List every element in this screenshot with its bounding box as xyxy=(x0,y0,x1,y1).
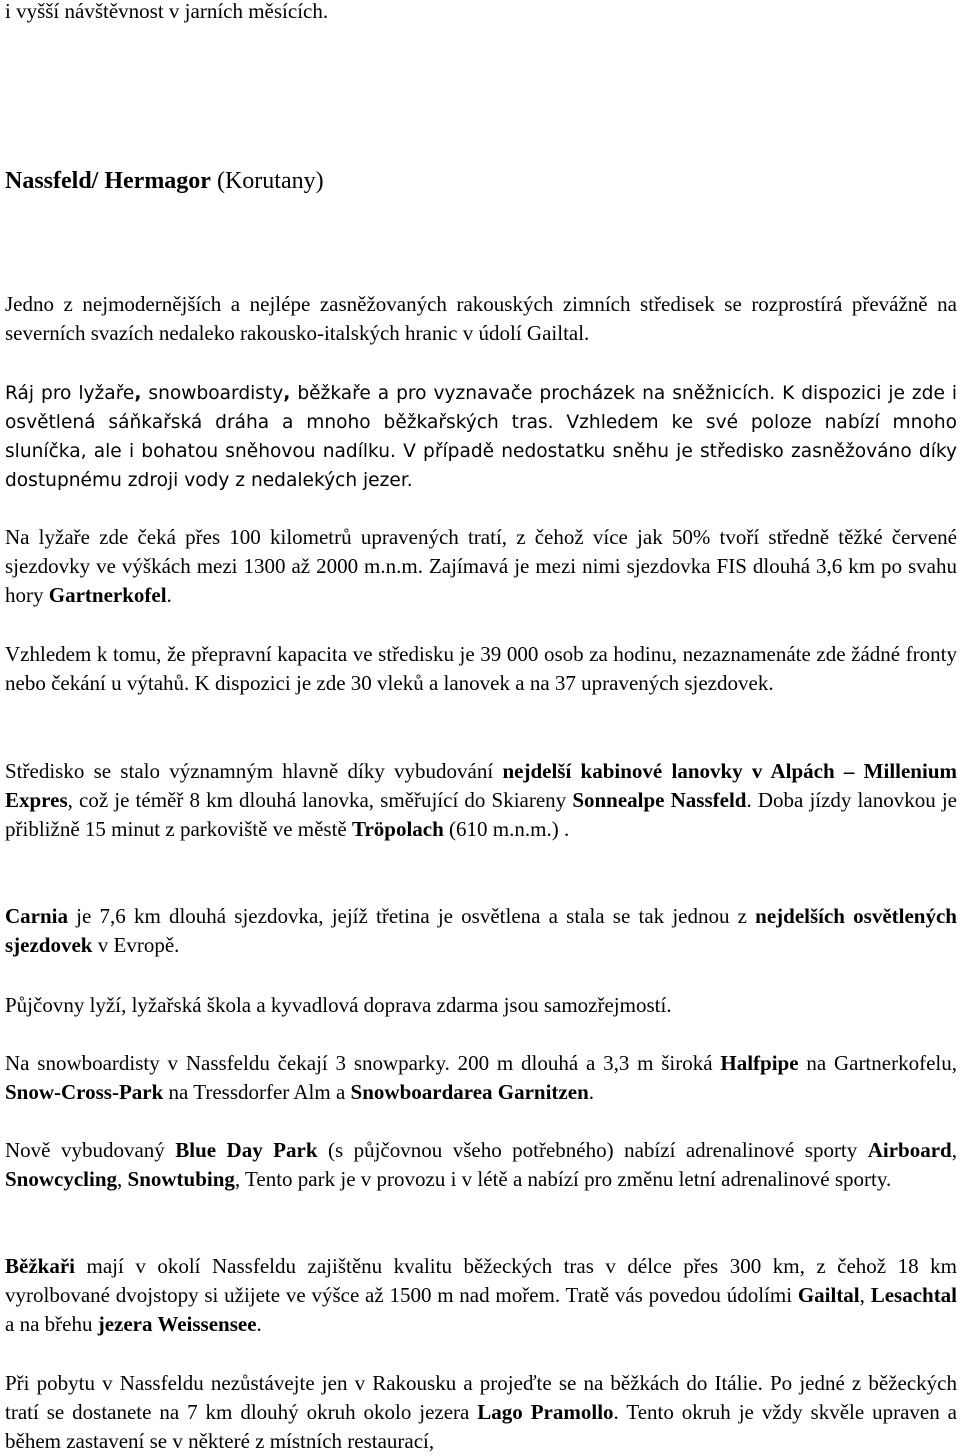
text-span: a na břehu xyxy=(5,1312,98,1336)
valley-name: Lesachtal xyxy=(870,1283,958,1307)
valley-name: Gailtal xyxy=(797,1283,860,1307)
sport-name: Snowtubing xyxy=(127,1167,235,1191)
park-name: Snow-Cross-Park xyxy=(5,1080,164,1104)
text-span: , xyxy=(951,1138,957,1162)
text-span: Ráj pro lyžaře xyxy=(5,383,135,404)
sport-name: Snowcycling xyxy=(5,1167,118,1191)
text-span: v Evropě. xyxy=(92,933,180,957)
text-span: , což je téměř 8 km dlouhá lanovka, směřující do Skiareny xyxy=(67,788,573,812)
paragraph-blue-day-park xyxy=(5,1136,957,1194)
paragraph-cable-car xyxy=(5,757,957,844)
text-span: . Doba jízdy lanovkou je přibližně 15 minut z parkoviště ve městě xyxy=(5,788,957,841)
page-title xyxy=(5,167,957,196)
text-span: Středisko se stalo významným hlavně díky vybudování xyxy=(5,759,503,783)
paragraph-capacity: Vzhledem k tomu, že přepravní kapacita ve středisku je 39 000 osob za hodinu, nezaznamenáte zde žádné fronty nebo čekání u výtahů. K dispozici je zde 30 vleků a lanovek a na 37 upravených sjezdovek. xyxy=(5,642,957,695)
text-span: mají v okolí Nassfeldu zajištěnu kvalitu běžeckých tras v délce přes 300 km, z čehož 18 km vyrolbované dvojstopy si užijete ve výšce až 1500 m nad mořem. Tratě vás povedou údolími xyxy=(5,1254,957,1307)
title-bold: Nassfeld/ Hermagor xyxy=(5,168,211,194)
text-span: , xyxy=(859,1283,871,1307)
text-span: na Tressdorfer Alm a xyxy=(163,1080,351,1104)
paragraph-italy xyxy=(5,1369,957,1456)
text-span: je 7,6 km dlouhá sjezdovka, jejíž třetina je osvětlena a stala se tak jednou z xyxy=(68,904,756,928)
text-span: Nově vybudovaný xyxy=(5,1138,176,1162)
title-region: (Korutany) xyxy=(210,168,324,194)
text-span: , Tento park je v provozu i v létě a nabízí pro změnu letní adrenalinové sporty. xyxy=(234,1167,892,1191)
park-name: Snowboardarea Garnitzen xyxy=(350,1080,589,1104)
lake-name: Lago Pramollo xyxy=(477,1400,614,1424)
bold-comma: , xyxy=(283,383,291,404)
town-name: Tröpolach xyxy=(352,817,444,841)
bold-comma: , xyxy=(134,383,142,404)
paragraph-slopes xyxy=(5,523,957,610)
park-name: Blue Day Park xyxy=(175,1138,318,1162)
text-span: , xyxy=(117,1167,128,1191)
paragraph-services: Půjčovny lyží, lyžařská škola a kyvadlová doprava zdarma jsou samozřejmostí. xyxy=(5,993,672,1017)
sport-name: Airboard xyxy=(867,1138,952,1162)
text-span: Na snowboardisty v Nassfeldu čekají 3 snowparky. 200 m dlouhá a 3,3 m široká xyxy=(5,1051,721,1075)
text-span: . xyxy=(166,583,172,607)
mountain-name: Gartnerkofel xyxy=(48,583,167,607)
paragraph-paradise xyxy=(5,379,957,495)
cable-car-name: nejdelší kabinové lanovky v Alpách – Millenium Expres xyxy=(5,759,957,812)
text-span: na Gartnerkofelu, xyxy=(798,1051,957,1075)
text-span: . Tento okruh je vždy skvěle upraven a během zastavení se v některé z místních restaurací, xyxy=(5,1400,957,1453)
topic-word: Běžkaři xyxy=(5,1254,75,1278)
paragraph-snowparks xyxy=(5,1049,957,1107)
paragraph-carnia xyxy=(5,902,957,960)
text-span: . xyxy=(256,1312,262,1336)
highlight-text: nejdelších osvětlených sjezdovek xyxy=(5,904,957,957)
text-span: (610 m.n.m.) . xyxy=(443,817,570,841)
text-span: Při pobytu v Nassfeldu nezůstávejte jen v Rakousku a projeďte se na běžkách do Itálie. Po jedné z běžeckých tratí se dostanete na 7 km dlouhý okruh okolo jezera xyxy=(5,1371,957,1424)
slope-name: Carnia xyxy=(5,904,68,928)
paragraph-intro: Jedno z nejmodernějších a nejlépe zasněžovaných rakouských zimních středisek se rozprostírá převážně na severních svazích nedaleko rakousko-italských hranic v údolí Gailtal. xyxy=(5,292,957,345)
text-span: . xyxy=(588,1080,594,1104)
text-span: (s půjčovnou všeho potřebného) nabízí adrenalinové sporty xyxy=(317,1138,868,1162)
text-span: běžkaře a pro vyznavače procházek na sněžnicích. K dispozici je zde i osvětlená sáňkařská dráha a mnoho běžkařských tras. Vzhledem ke své poloze nabízí mnoho sluníčka, ale i bohatou sněhovou nadílku. V případě nedostatku sněhu je středisko zasněžováno díky dostupnému zdroji vody z nedalekých jezer. xyxy=(5,383,957,491)
intro-fragment: i vyšší návštěvnost v jarních měsících. xyxy=(5,0,329,23)
paragraph-cross-country xyxy=(5,1252,957,1339)
text-span: snowboardisty xyxy=(141,383,284,404)
lake-name: jezera Weissensee xyxy=(97,1312,257,1336)
park-name: Halfpipe xyxy=(720,1051,799,1075)
skiarena-name: Sonnealpe Nassfeld xyxy=(572,788,747,812)
text-span: Na lyžaře zde čeká přes 100 kilometrů upravených tratí, z čehož více jak 50% tvoří středně těžké červené sjezdovky ve výškách mezi 1300 až 2000 m.n.m. Zajímavá je mezi nimi sjezdovka FIS dlouhá 3,6 km po svahu hory xyxy=(5,525,957,607)
